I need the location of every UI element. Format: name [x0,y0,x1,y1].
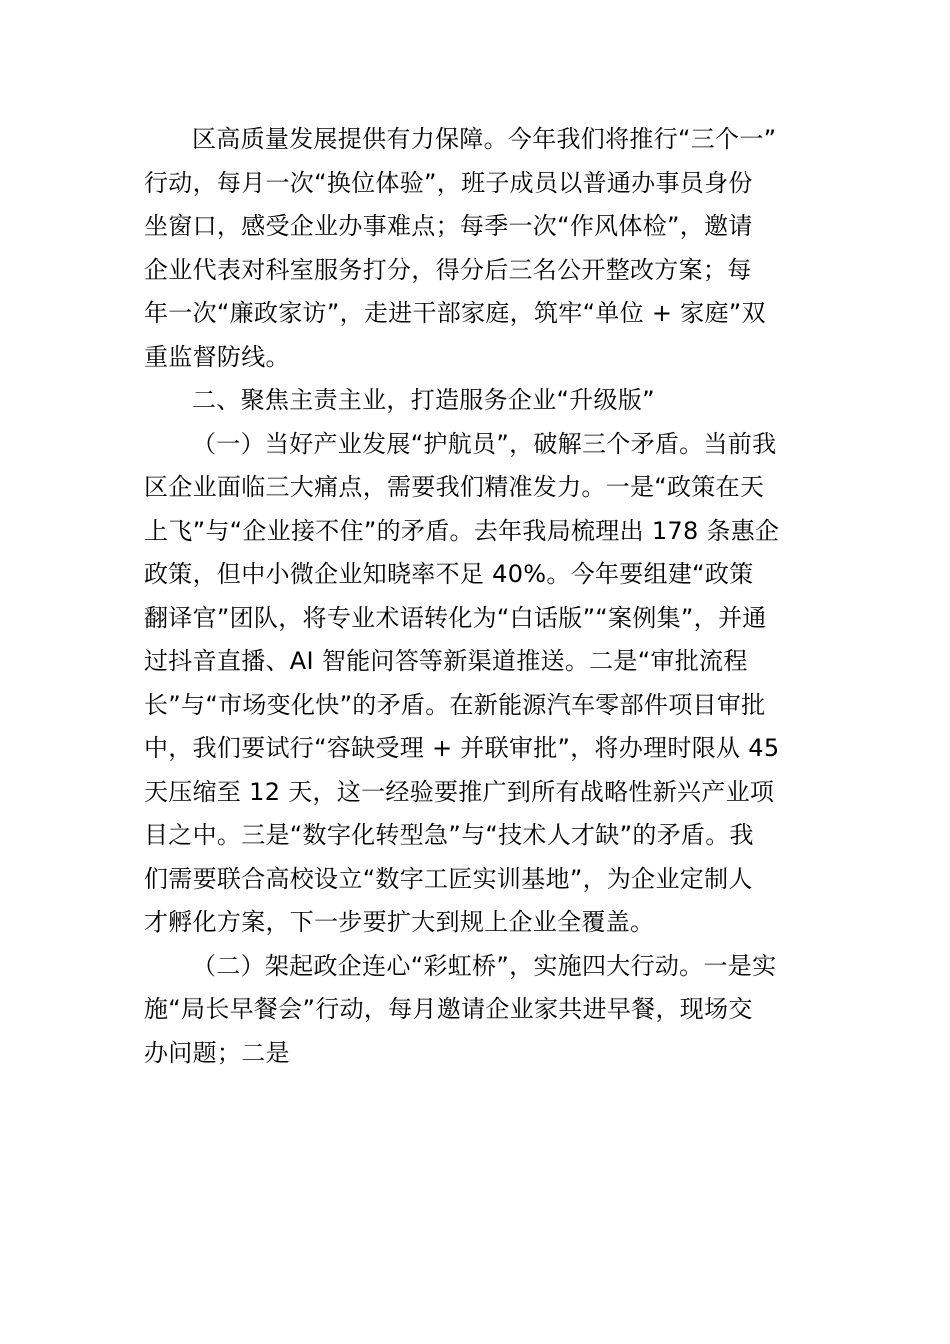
text-line: 们需要联合高校设立“数字工匠实训基地”，为企业定制人 [144,864,753,893]
text-line: 年一次“廉政家访”，走进干部家庭，筑牢“单位 + 家庭”双 [144,299,766,327]
text-line: 过抖音直播、AI 智能问答等新渠道推送。二是“审批流程 [144,647,748,675]
text-line: 目之中。三是“数字化转型急”与“技术人才缺”的矛盾。我 [144,821,754,849]
text-line: 中，我们要试行“容缺受理 + 并联审批”，将办理时限从 45 [144,734,780,762]
text-line: 坐窗口，感受企业办事难点；每季一次“作风体检”，邀请 [144,212,753,240]
text-line: 才孵化方案，下一步要扩大到规上企业全覆盖。 [144,908,655,936]
text-line: 二、聚焦主责主业，打造服务企业“升级版” [192,386,655,414]
text-line: 长”与“市场变化快”的矛盾。在新能源汽车零部件项目审批 [144,690,766,719]
text-line: 区高质量发展提供有力保障。今年我们将推行“三个一” [192,125,777,153]
text-line: （一）当好产业发展“护航员”，破解三个矛盾。当前我 [192,429,777,458]
text-line: 区企业面临三大痛点，需要我们精准发力。一是“政策在天 [144,473,765,501]
text-line: 行动，每月一次“换位体验”，班子成员以普通办事员身份 [144,168,753,197]
text-line: 办问题；二是 [144,1038,290,1067]
body-text [144,118,808,1075]
text-line: 重监督防线。 [144,342,290,371]
text-line: （二）架起政企连心“彩虹桥”，实施四大行动。一是实 [192,951,777,980]
text-line: 企业代表对科室服务打分，得分后三名公开整改方案；每 [144,255,752,284]
text-line: 翻译官”团队，将专业术语转化为“白话版”“案例集”，并通 [144,603,767,632]
text-line: 政策，但中小微企业知晓率不足 40%。今年要组建“政策 [144,560,754,588]
text-line: 天压缩至 12 天，这一经验要推广到所有战略性新兴产业项 [144,777,775,806]
text-line: 施“局长早餐会”行动，每月邀请企业家共进早餐，现场交 [144,995,753,1023]
text-line: 上飞”与“企业接不住”的矛盾。去年我局梳理出 178 条惠企 [144,516,780,545]
